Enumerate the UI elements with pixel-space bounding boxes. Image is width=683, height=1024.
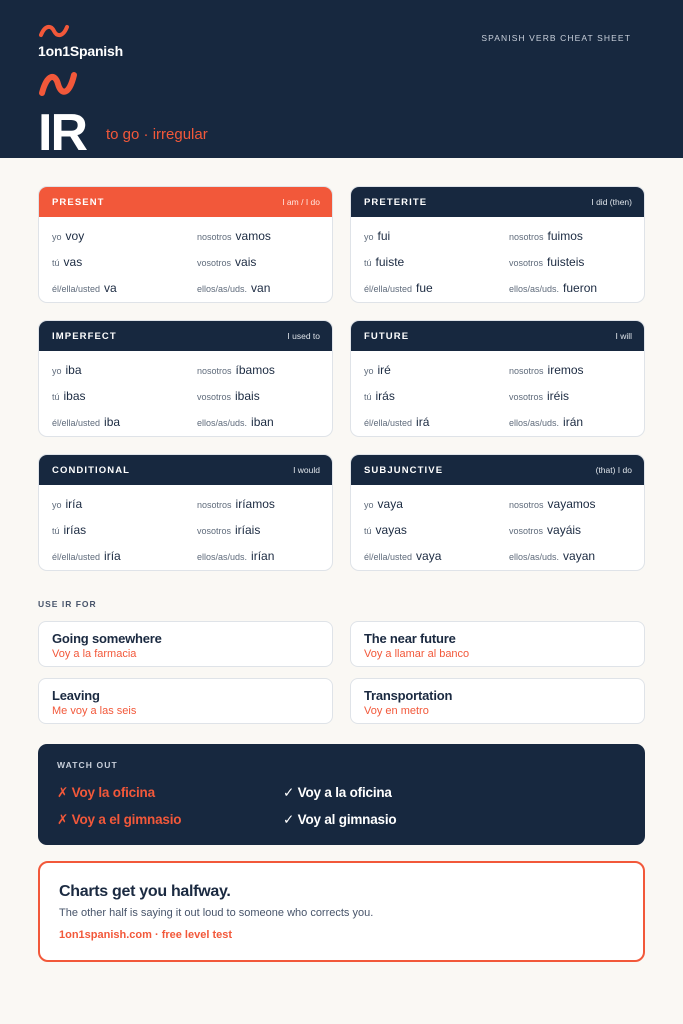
card-gloss: I would [293, 465, 320, 475]
form-yo: yo iré [364, 363, 391, 377]
card-gloss: I used to [287, 331, 320, 341]
form-ellos: ellos/as/uds. vayan [509, 549, 596, 563]
form-tu: tú vayas [364, 523, 407, 537]
use-title: The near future [364, 631, 456, 646]
card-gloss: I am / I do [282, 197, 320, 207]
card-title: FUTURE [364, 330, 410, 342]
form-vosotros: vosotros vais [197, 255, 257, 269]
cta-title: Charts get you halfway. [59, 883, 231, 900]
card-header [351, 187, 644, 217]
use-card-transportation [350, 678, 645, 724]
form-tu: tú irías [52, 523, 87, 537]
wrong-example: ✗ Voy a el gimnasio [57, 812, 182, 827]
use-card-near-future [350, 621, 645, 667]
use-example: Voy a la farmacia [52, 648, 137, 660]
use-example: Voy a llamar al banco [364, 648, 470, 660]
form-ellos: ellos/as/uds. fueron [509, 281, 598, 295]
card-title: PRESENT [52, 196, 105, 208]
form-tu: tú ibas [52, 389, 86, 403]
use-example: Me voy a las seis [52, 705, 137, 717]
card-gloss: I will [615, 331, 632, 341]
use-title: Going somewhere [52, 631, 162, 646]
squiggle-icon [38, 24, 70, 38]
cta-box [38, 861, 645, 962]
cta-body: The other half is saying it out loud to someone who corrects you. [59, 907, 374, 919]
form-tu: tú fuiste [364, 255, 405, 269]
card-title: PRETERITE [364, 196, 428, 208]
form-ellos: ellos/as/uds. van [197, 281, 271, 295]
brand-logo[interactable]: 1on1Spanish [38, 43, 123, 59]
verb-subtitle: to go · irregular [106, 126, 208, 143]
form-vosotros: vosotros iréis [509, 389, 570, 403]
form-nosotros: nosotros fuimos [509, 229, 583, 243]
form-nosotros: nosotros iríamos [197, 497, 275, 511]
right-example: ✓ Voy al gimnasio [283, 812, 397, 827]
uses-section-label: USE IR FOR [38, 599, 97, 609]
use-title: Transportation [364, 688, 453, 703]
form-yo: yo fui [364, 229, 391, 243]
form-nosotros: nosotros vamos [197, 229, 271, 243]
form-el: él/ella/usted va [52, 281, 117, 295]
sheet-eyebrow: SPANISH VERB CHEAT SHEET [481, 33, 631, 43]
form-vosotros: vosotros vayáis [509, 523, 582, 537]
form-tu: tú irás [364, 389, 395, 403]
form-nosotros: nosotros íbamos [197, 363, 275, 377]
form-ellos: ellos/as/uds. irían [197, 549, 275, 563]
right-example: ✓ Voy a la oficina [283, 785, 392, 800]
card-header [39, 321, 332, 351]
card-title: IMPERFECT [52, 330, 117, 342]
use-title: Leaving [52, 688, 100, 703]
form-nosotros: nosotros iremos [509, 363, 584, 377]
watch-out-label: WATCH OUT [57, 760, 118, 770]
card-title: SUBJUNCTIVE [364, 464, 444, 476]
card-title: CONDITIONAL [52, 464, 131, 476]
form-vosotros: vosotros fuisteis [509, 255, 585, 269]
card-gloss: (that) I do [595, 465, 632, 475]
tense-card-preterite [350, 186, 645, 303]
form-el: él/ella/usted iba [52, 415, 121, 429]
card-header [39, 187, 332, 217]
card-header [351, 321, 644, 351]
tense-card-conditional [38, 454, 333, 571]
wrong-example: ✗ Voy la oficina [57, 785, 155, 800]
form-yo: yo vaya [364, 497, 403, 511]
tense-card-present [38, 186, 333, 303]
form-yo: yo iría [52, 497, 83, 511]
form-ellos: ellos/as/uds. iban [197, 415, 274, 429]
form-vosotros: vosotros iríais [197, 523, 261, 537]
form-el: él/ella/usted iría [52, 549, 121, 563]
form-yo: yo iba [52, 363, 82, 377]
form-vosotros: vosotros ibais [197, 389, 260, 403]
use-example: Voy en metro [364, 705, 429, 717]
watch-out-panel [38, 744, 645, 845]
tense-card-imperfect [38, 320, 333, 437]
header [0, 0, 683, 162]
use-card-leaving [38, 678, 333, 724]
cta-link[interactable]: 1on1spanish.com · free level test [59, 929, 233, 941]
tense-card-subjunctive [350, 454, 645, 571]
use-card-going-somewhere [38, 621, 333, 667]
tilde-icon [38, 70, 78, 98]
form-el: él/ella/usted fue [364, 281, 433, 295]
card-header [39, 455, 332, 485]
form-ellos: ellos/as/uds. irán [509, 415, 584, 429]
form-nosotros: nosotros vayamos [509, 497, 596, 511]
card-gloss: I did (then) [591, 197, 632, 207]
form-yo: yo voy [52, 229, 85, 243]
card-header [351, 455, 644, 485]
tense-card-future [350, 320, 645, 437]
form-tu: tú vas [52, 255, 83, 269]
verb-title: IR [38, 104, 86, 162]
form-el: él/ella/usted vaya [364, 549, 442, 563]
form-el: él/ella/usted irá [364, 415, 430, 429]
